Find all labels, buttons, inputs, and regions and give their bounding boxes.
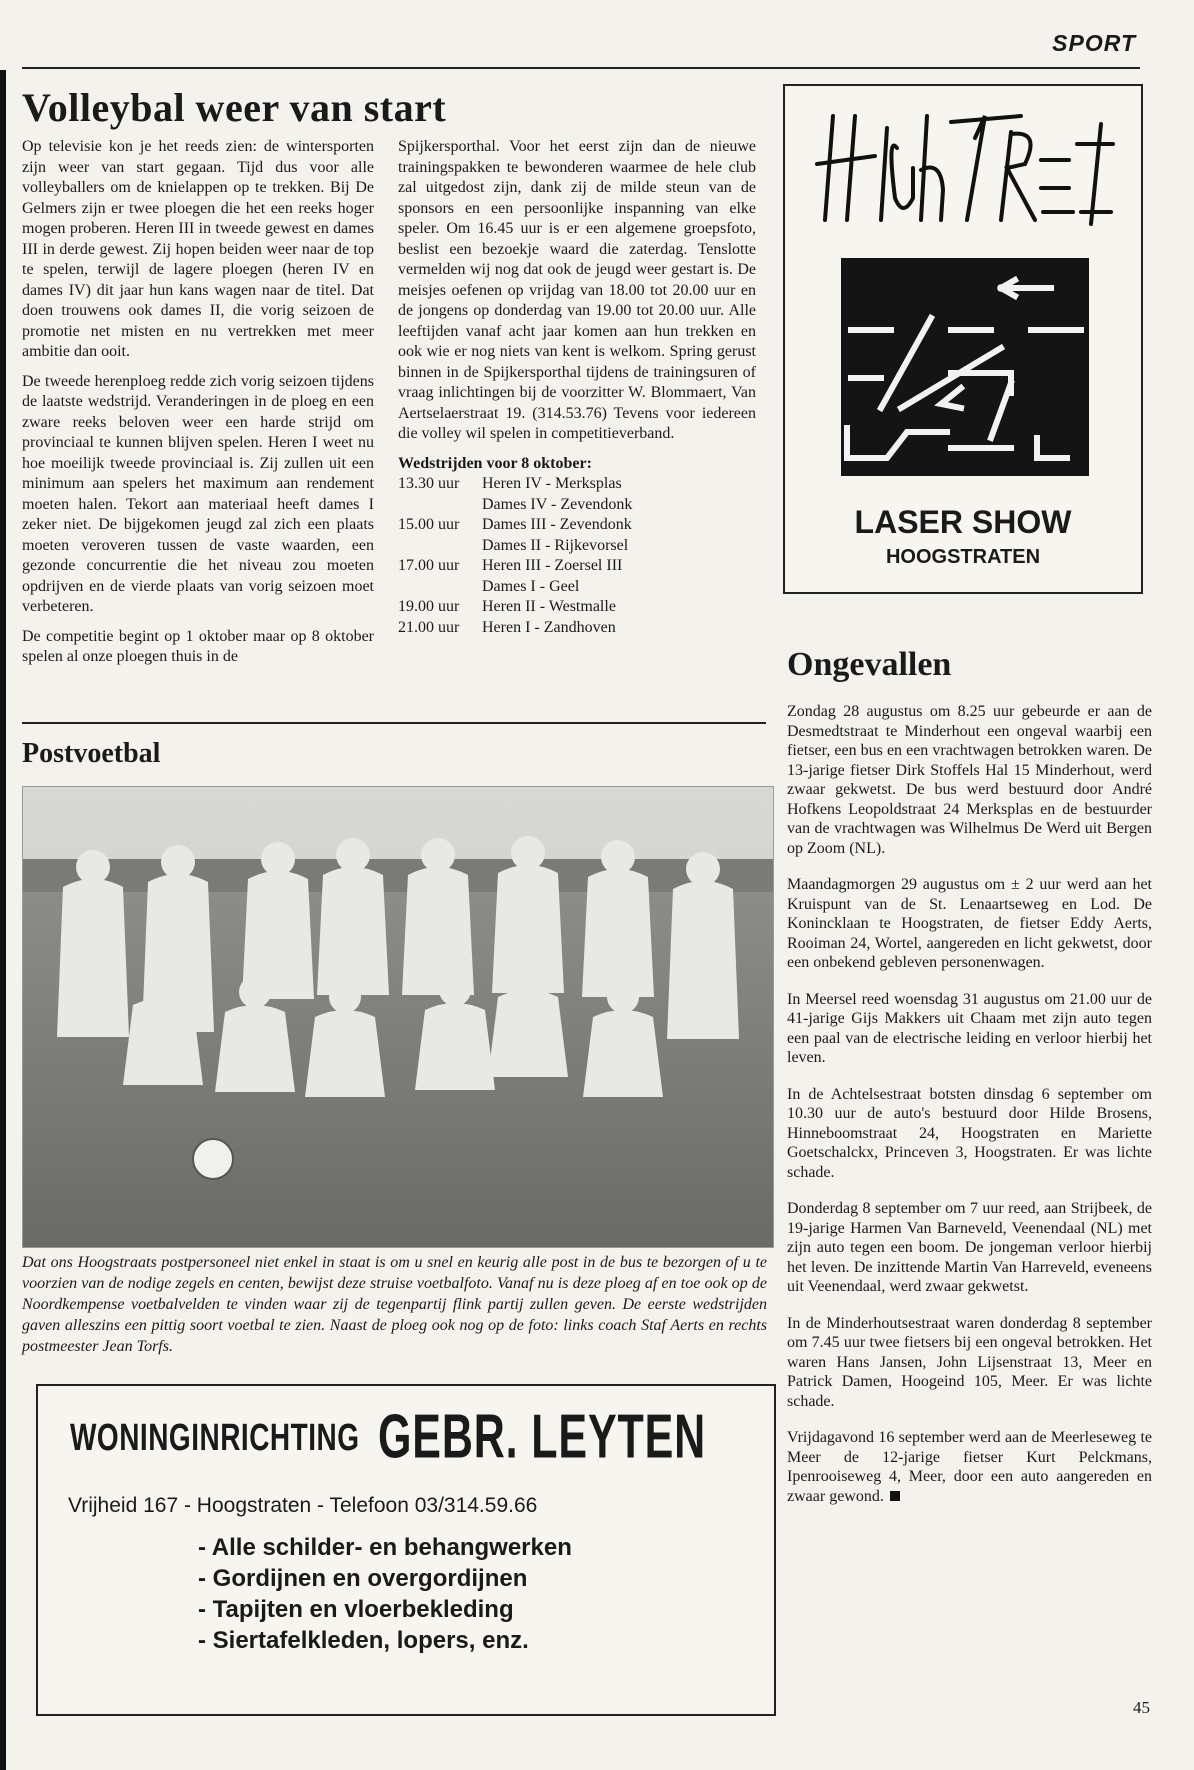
highstreet-logo (815, 108, 1115, 228)
wedstrijd-match: Heren III - Zoersel III (482, 557, 623, 574)
wedstrijd-match: Heren IV - Merksplas (482, 475, 622, 492)
wedstrijd-match: Heren I - Zandhoven (482, 618, 616, 636)
wedstrijd-match: Dames IV - Zevendonk (482, 495, 633, 513)
volleybal-paragraph: De competitie begint op 1 oktober maar op 8 oktober spelen al onze ploegen thuis in de (22, 627, 374, 665)
advert-address: Vrijheid 167 - Hoogstraten - Telefoon 03/314.59.66 (68, 1494, 538, 1517)
wedstrijd-row (398, 618, 632, 639)
laser-show-image (841, 258, 1089, 476)
wedstrijd-time: 13.30 uur (398, 475, 460, 492)
wedstrijd-row (398, 495, 632, 516)
advert-service-list (198, 1532, 572, 1656)
wedstrijd-time: 15.00 uur (398, 516, 460, 533)
wedstrijd-row (398, 597, 632, 618)
ongevallen-paragraph-text: Vrijdagavond 16 september werd aan de Meerleseweg te Meer de 12-jarige fietser Kurt Pelckmans, Ipenrooiseweg 4, Meer, door een auto aangereden en zwaar gewond. (787, 1429, 1152, 1505)
wedstrijden-heading: Wedstrijden voor 8 oktober: (398, 454, 592, 472)
page-number: 45 (1133, 1698, 1150, 1717)
volleybal-title: Volleybal weer van start (22, 85, 447, 130)
laser-show-title: LASER SHOW (854, 504, 1072, 540)
volleybal-paragraph: Op televisie kon je het reeds zien: de wintersporten zijn weer van start gegaan. Tijd dus voor alle volleyballers om de knielappen op te trekken. Bij De Gelmers zijn er twee ploegen die het een reeks hoger mogen proberen. Heren III in tweede gewest en dames III in derde gewest. Zij hopen beiden weer naar de top te spelen, terwijl de lagere ploegen (heren IV en dames IV) dit jaar hun kans wagen naar de titel. Dat doen trouwens ook dames II, die vorig seizoen de promotie net misten en nu vertrekken met meer ambitie dan ooit. (22, 138, 374, 360)
scan-edge (0, 70, 6, 1770)
photo-caption: Dat ons Hoogstraats postpersoneel niet enkel in staat is om u snel en keurig alle post in de bus te bezorgen of u te voorzien van de nodige zegels en centen, bewijst deze struise voetbalfoto. Vanaf nu is deze ploeg af en toe ook op de Noordkempense voetbalvelden te vinden waar zij de tegenpartij flink partij zullen geven. De eerste wedstrijden gaven alleszins een pittig soort voetbal te zien. Naast de ploeg ook nog op de foto: links coach Staf Aerts en rechts postmeester Jean Torfs. (22, 1254, 767, 1355)
wedstrijd-time: 19.00 uur (398, 598, 460, 615)
ongevallen-paragraph: Zondag 28 augustus om 8.25 uur gebeurde er aan de Desmedtstraat te Minderhout een ongeval waarbij een fietser, een bus en een vrachtwagen betrokken waren. De 13-jarige fietser Dirk Stoffels Hal 15 Minderhout, werd zwaar gekwetst. De bus werd bestuurd door André Hofkens Leopoldstraat 24 Merksplas en de bestuurder van de vrachtwagen was Wilhelmus De Werd uit Bergen op Zoom (NL). (787, 703, 1152, 857)
wedstrijd-time: 17.00 uur (398, 557, 460, 574)
laser-show-subtitle: HOOGSTRATEN (885, 546, 1041, 568)
advert-service-item: - Gordijnen en overgordijnen (198, 1565, 528, 1592)
wedstrijd-time (398, 495, 482, 516)
advert-service-item: - Siertafelkleden, lopers, enz. (198, 1627, 529, 1654)
wedstrijd-match: Dames III - Zevendonk (482, 516, 632, 533)
team-photo (22, 786, 774, 1248)
advert-company-name: GEBR. LEYTEN (378, 1401, 707, 1472)
wedstrijd-match: Heren II - Westmalle (482, 598, 616, 615)
advert-brand: WONINGINRICHTING (70, 1416, 360, 1458)
wedstrijd-row (398, 536, 632, 557)
end-mark-icon (890, 1491, 900, 1501)
wedstrijd-time: 21.00 uur (398, 618, 460, 636)
laser-show-advert (783, 84, 1143, 594)
volleybal-paragraph: Spijkersporthal. Voor het eerst zijn dan de nieuwe trainingspakken te bewonderen waarmee de hele club zal uitgedost zijn, dank zij de milde steun van de sponsors en een persoonlijke inspanning van elke speler. Om 16.45 uur is er een algemene groepsfoto, beslist een bezoekje waard die zaterdag. Tenslotte vermelden wij nog dat ook de jeugd weer gestart is. De meisjes oefenen op vrijdag van 18.00 tot 20.00 uur en de jongens op donderdag van 19.00 tot 20.00 uur. Alle leeftijden vanaf acht jaar komen aan hun trekken en ook wie er nog niets van kent is welkom. Spring gerust binnen in de Spijkersporthal tijdens de trainingsuren of vraag inlichtingen bij de voorzitter W. Blommaert, Van Aertselaerstraat 19. (314.53.76) Tevens voor iedereen die volley wil spelen in competitieverband. (398, 138, 756, 442)
volleybal-column-2 (398, 137, 756, 638)
wedstrijd-row (398, 577, 632, 598)
ongevallen-paragraph: In Meersel reed woensdag 31 augustus om 21.00 uur de 41-jarige Gijs Makkers uit Chaam met zijn auto tegen een paal van de electrische leiding en verloor hierbij het leven. (787, 990, 1152, 1066)
advert-leyten (36, 1384, 776, 1716)
wedstrijd-time (398, 536, 482, 557)
volleybal-column-1 (22, 137, 374, 677)
ongevallen-paragraph: In de Achtelsestraat botsten dinsdag 6 september om 10.30 uur de auto's bestuurd door Hilde Brosens, Hinneboomstraat 24, Hoogstraten en Mariette Goetschalckx, Princeven 3, Hoogstraten. Er was lichte schade. (787, 1085, 1152, 1181)
advert-service-item: - Alle schilder- en behangwerken (198, 1534, 572, 1561)
ongevallen-title: Ongevallen (787, 646, 952, 683)
wedstrijd-row (398, 474, 632, 495)
volleybal-paragraph: De tweede herenploeg redde zich vorig seizoen tijdens de laatste wedstrijd. Veranderingen in de ploeg en een zware reeks beloven weer een harde strijd om provinciaal te kunnen blijven spelen. Heren I weet nu hoe moeilijk tweede provinciaal is. Zij zullen uit een minimum aan spelers het maximum aan rendement moeten halen. Tekort aan materiaal heeft dames I zeker niet. De bijgekomen jeugd zal zich een plaats moeten veroveren tussen de vaste waarden, een gezonde concurrentie die het niveau zou moeten opdrijven en de vierde plaats van vorig seizoen moet verbeteren. (22, 372, 374, 615)
postvoetbal-title: Postvoetbal (22, 738, 161, 769)
wedstrijd-match: Dames II - Rijkevorsel (482, 536, 629, 554)
header-rule (22, 67, 1140, 69)
ongevallen-paragraph: In de Minderhoutsestraat waren donderdag 8 september om 7.45 uur twee fietsers bij een ongeval betrokken. Het waren Hans Jansen, John Lijsenstraat 13, Meer en Patrick Damen, Hoogeind 105, Meer. Er was lichte schade. (787, 1314, 1152, 1410)
section-rule (22, 722, 766, 724)
wedstrijd-row (398, 515, 632, 536)
wedstrijd-time (398, 577, 482, 598)
wedstrijden-table (398, 474, 632, 638)
wedstrijd-row (398, 556, 632, 577)
ongevallen-column (787, 702, 1152, 1523)
advert-service-item: - Tapijten en vloerbekleding (198, 1596, 514, 1623)
wedstrijd-match: Dames I - Geel (482, 577, 580, 595)
section-label: SPORT (1052, 30, 1136, 56)
ongevallen-paragraph (787, 1428, 1152, 1506)
ongevallen-paragraph: Donderdag 8 september om 7 uur reed, aan Strijbeek, de 19-jarige Harmen Van Barneveld, Veenendaal (NL) met zijn auto tegen een boom. De jongeman verloor hierbij het leven. De inzittende Martin Van Harreveld, eveneens uit Veenendaal, werd zwaar gekwetst. (787, 1200, 1152, 1295)
ongevallen-paragraph: Maandagmorgen 29 augustus om ± 2 uur werd aan het Kruispunt van de St. Lenaartseweg en Lod. De Konincklaan te Hoogstraten, de fietser Eddy Aerts, Rooiman 24, Wortel, aangereden en licht gekwetst, door een onbekend gebleven personenwagen. (787, 876, 1152, 971)
